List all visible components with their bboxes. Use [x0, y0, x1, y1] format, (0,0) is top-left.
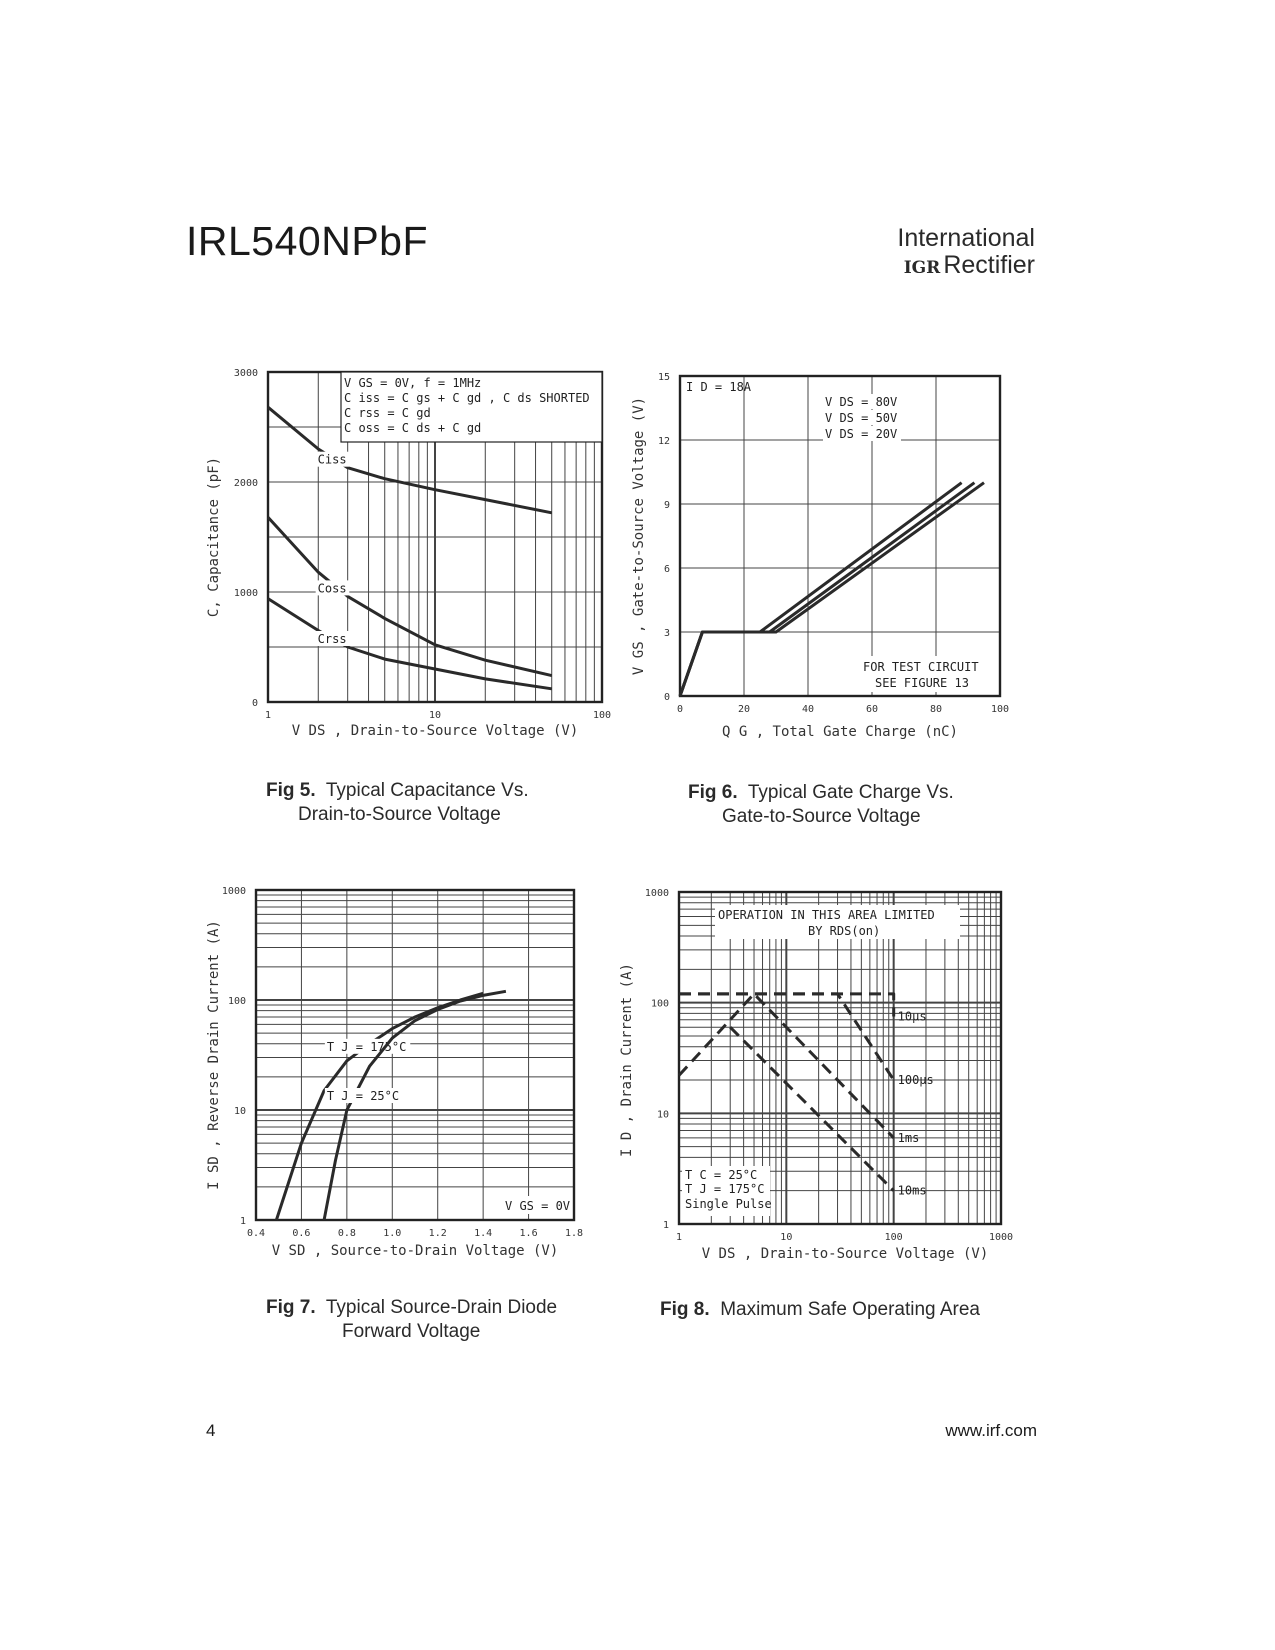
series-label: Ciss — [317, 452, 347, 467]
fig5-legend-line2: C iss = C gs + C gd , C ds SHORTED — [344, 391, 590, 405]
series-line — [276, 993, 483, 1220]
brand-word: Rectifier — [943, 251, 1035, 279]
fig8-cond-line1: T C = 25°C — [685, 1168, 758, 1182]
y-tick-label: 12 — [657, 436, 670, 447]
fig8-caption — [660, 1298, 980, 1322]
page-number: 4 — [206, 1421, 216, 1440]
series-label: T J = 175°C — [326, 1039, 407, 1054]
x-tick-label: 0.6 — [292, 1228, 311, 1239]
x-tick-label: 100 — [592, 710, 612, 721]
fig8-ylabel: I D , Drain Current (A) — [619, 963, 635, 1157]
fig5-caption — [266, 779, 529, 827]
y-tick-label: 3 — [663, 628, 670, 639]
series-line — [268, 599, 552, 689]
fig8-cond-line3: Single Pulse — [685, 1197, 772, 1211]
x-tick-label: 1.8 — [564, 1228, 584, 1239]
x-tick-label: 10 — [780, 1232, 793, 1243]
fig7-chart — [200, 880, 620, 1300]
fig8-limit-line2: BY RDS(on) — [808, 924, 881, 938]
fig6-xlabel: Q G , Total Gate Charge (nC) — [721, 724, 959, 740]
x-tick-label: 10 — [428, 710, 442, 721]
y-tick-label: 1 — [239, 1216, 246, 1227]
y-tick-label: 1000 — [233, 588, 258, 599]
fig6-caption-label: Fig 6. — [688, 782, 738, 803]
x-tick-label: 0.8 — [337, 1228, 356, 1239]
fig5-legend-line1: V GS = 0V, f = 1MHz — [344, 376, 482, 390]
fig8-cond-line2: T J = 175°C — [685, 1182, 765, 1196]
fig7-caption-line2: Forward Voltage — [342, 1321, 481, 1342]
fig6-id-label: I D = 18A — [686, 380, 752, 394]
x-tick-label: 1.6 — [519, 1228, 538, 1239]
brand-mark: IGR — [903, 258, 941, 278]
fig5-legend-line4: C oss = C ds + C gd — [344, 421, 482, 435]
fig6-test-line2: SEE FIGURE 13 — [875, 676, 969, 690]
fig6-test-line1: FOR TEST CIRCUIT — [863, 660, 979, 674]
series-line — [324, 991, 506, 1220]
brand-line1: International — [897, 224, 1035, 252]
fig5-caption-label: Fig 5. — [266, 780, 316, 801]
x-tick-label: 1.4 — [474, 1228, 493, 1239]
fig7-caption — [266, 1296, 557, 1344]
fig6-caption-line1: Typical Gate Charge Vs. — [747, 782, 954, 803]
series-line — [268, 517, 552, 675]
fig5-caption-line1: Typical Capacitance Vs. — [325, 780, 529, 801]
fig8-caption-label: Fig 8. — [660, 1299, 710, 1320]
x-tick-label: 100 — [884, 1232, 903, 1243]
x-tick-label: 1.0 — [383, 1228, 402, 1239]
brand-logo — [897, 225, 1035, 282]
x-tick-label: 1 — [675, 1232, 683, 1243]
fig6-vds-label: V DS = 80V — [825, 395, 898, 409]
series-label: Coss — [317, 581, 347, 596]
brand-line2 — [897, 252, 1035, 282]
fig8-caption-line1: Maximum Safe Operating Area — [720, 1299, 980, 1320]
fig6-vds-label: V DS = 50V — [825, 411, 898, 425]
fig5-legend-line3: C rss = C gd — [344, 406, 431, 420]
y-tick-label: 15 — [657, 372, 670, 383]
fig8-pulse-label: 10ms — [897, 1183, 927, 1198]
x-tick-label: 80 — [929, 704, 943, 715]
x-tick-label: 0 — [676, 704, 684, 715]
fig6-vds-label: V DS = 20V — [825, 427, 898, 441]
y-tick-label: 1000 — [221, 886, 246, 897]
fig6-caption-line2: Gate-to-Source Voltage — [722, 806, 921, 827]
x-tick-label: 40 — [801, 704, 815, 715]
fig5-ylabel: C, Capacitance (pF) — [206, 456, 222, 618]
fig5-chart — [200, 360, 620, 780]
fig8-limit-line1: OPERATION IN THIS AREA LIMITED — [718, 908, 935, 922]
fig8-pulse-label: 10µs — [897, 1009, 927, 1024]
fig8-pulse-label: 1ms — [897, 1130, 920, 1145]
y-tick-label: 10 — [656, 1109, 669, 1121]
part-number-title: IRL540NPbF — [186, 218, 429, 264]
y-tick-label: 2000 — [233, 478, 258, 489]
x-tick-label: 0.4 — [246, 1228, 266, 1239]
fig7-ylabel: I SD , Reverse Drain Current (A) — [206, 920, 222, 1190]
fig7-caption-line1: Typical Source-Drain Diode — [325, 1297, 558, 1318]
x-tick-label: 1.2 — [428, 1228, 447, 1239]
series-label: T J = 25°C — [326, 1089, 400, 1103]
y-tick-label: 1000 — [644, 888, 669, 899]
y-tick-label: 6 — [663, 564, 670, 575]
fig7-caption-label: Fig 7. — [266, 1297, 316, 1318]
fig7-xlabel: V SD , Source-to-Drain Voltage (V) — [271, 1243, 559, 1259]
x-tick-label: 100 — [990, 704, 1010, 715]
fig5-caption-line2: Drain-to-Source Voltage — [298, 804, 501, 825]
x-tick-label: 60 — [865, 704, 879, 715]
fig6-ylabel: V GS , Gate-to-Source Voltage (V) — [631, 396, 647, 676]
fig7-plot-frame — [256, 890, 574, 1220]
footer-url: www.irf.com — [945, 1421, 1037, 1440]
fig6-caption — [688, 781, 954, 829]
y-tick-label: 10 — [233, 1106, 246, 1117]
y-tick-label: 0 — [251, 698, 258, 709]
fig8-chart — [619, 880, 1045, 1300]
x-tick-label: 20 — [737, 704, 751, 715]
y-tick-label: 3000 — [233, 368, 258, 379]
y-tick-label: 0 — [663, 692, 670, 703]
y-tick-label: 100 — [650, 998, 669, 1010]
fig8-pulse-label: 100µs — [897, 1073, 934, 1088]
y-tick-label: 100 — [227, 996, 246, 1007]
fig5-xlabel: V DS , Drain-to-Source Voltage (V) — [291, 723, 579, 739]
fig6-chart — [625, 360, 1045, 780]
y-tick-label: 1 — [662, 1220, 669, 1231]
x-tick-label: 1 — [264, 710, 272, 721]
y-tick-label: 9 — [663, 500, 670, 511]
x-tick-label: 1000 — [988, 1232, 1014, 1243]
fig7-vgs-label: V GS = 0V — [505, 1199, 571, 1213]
fig8-xlabel: V DS , Drain-to-Source Voltage (V) — [701, 1246, 989, 1262]
series-label: Crss — [317, 632, 347, 646]
